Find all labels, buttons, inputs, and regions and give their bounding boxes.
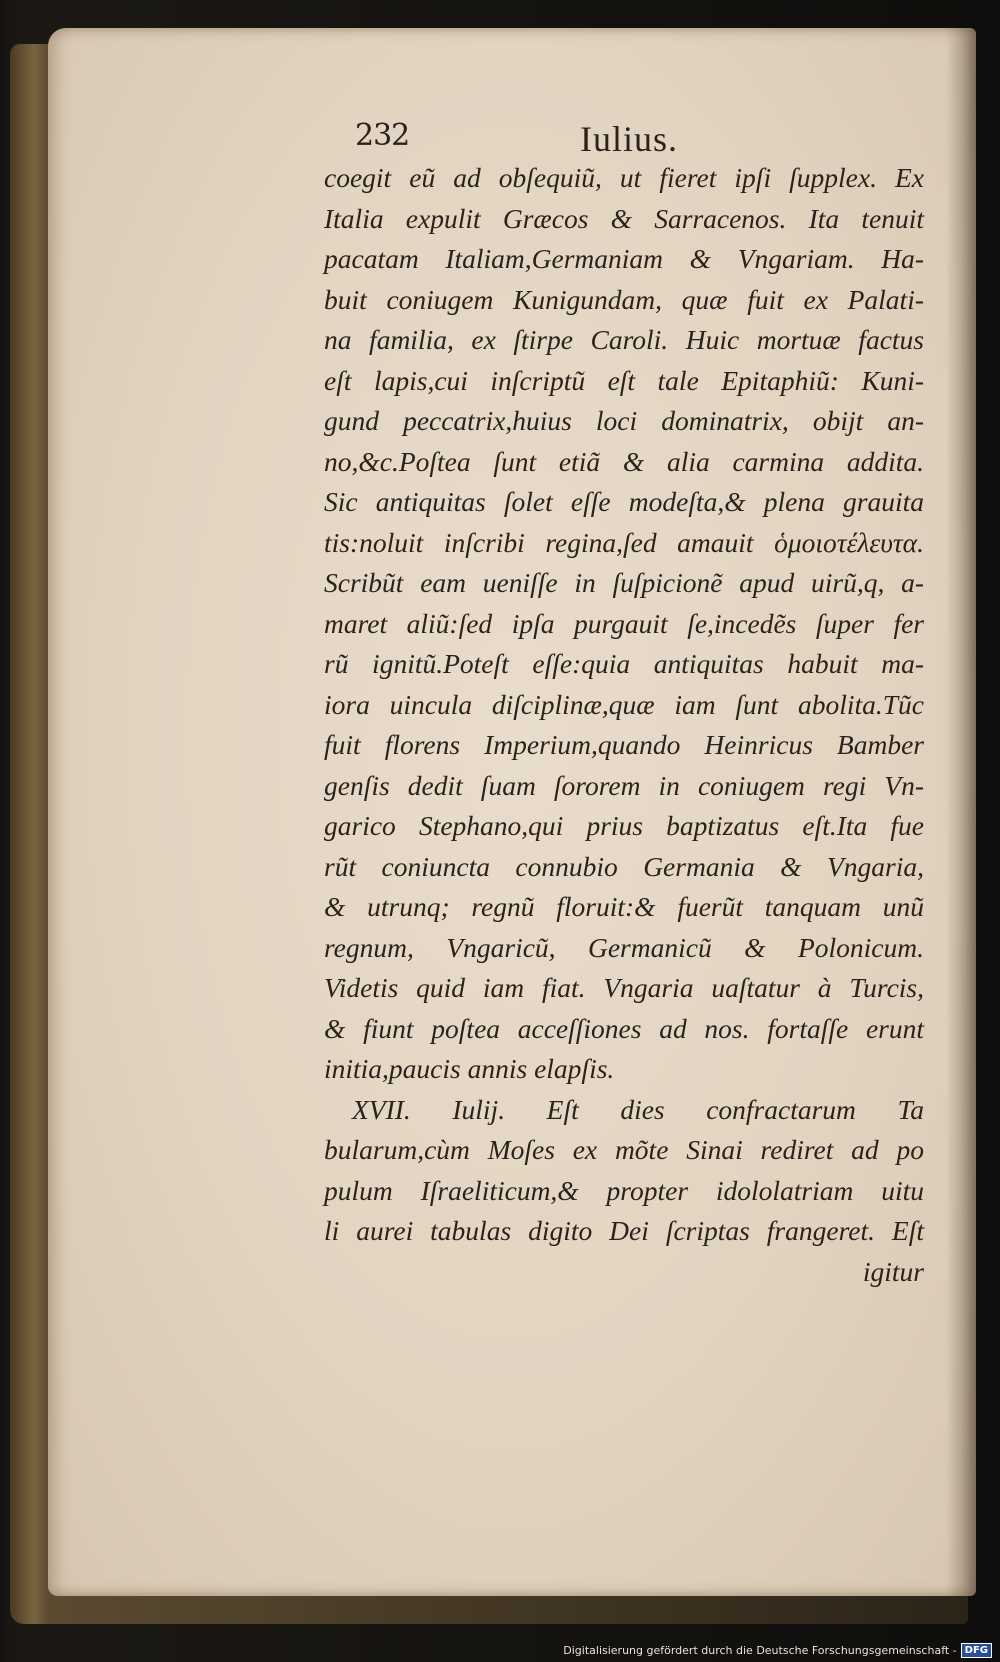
- text-line: buit coniugem Kunigundam, quæ fuit ex Palati-: [324, 283, 924, 315]
- page-number: 232: [355, 118, 410, 153]
- body-text: [324, 158, 954, 1292]
- text-line: li aurei tabulas digito Dei ſcriptas frangeret. Eſt: [324, 1215, 924, 1246]
- text-line: & utrunq; regnũ floruit:& fuerũt tanquam unũ: [324, 891, 924, 922]
- dfg-logo: DFG: [961, 1643, 992, 1658]
- text-line: Videtis quid iam fiat. Vngaria uaſtatur à Turcis,: [324, 972, 924, 1003]
- text-line: gund peccatrix,huius loci dominatrix, obijt an-: [324, 405, 924, 436]
- text-line: fuit florens Imperium,quando Heinricus Bamber: [324, 729, 924, 760]
- text-line: rũt coniuncta connubio Germania & Vngaria,: [324, 850, 924, 882]
- text-line: rũ ignitũ.Poteſt eſſe:quia antiquitas habuit ma-: [324, 648, 924, 679]
- text-line: initia,paucis annis elapſis.: [324, 1053, 615, 1084]
- text-line: regnum, Vngaricũ, Germanicũ & Polonicum.: [324, 931, 924, 963]
- text-line: maret aliũ:ſed ipſa purgauit ſe,incedẽs ſuper fer: [324, 607, 924, 639]
- text-line: Italia expulit Græcos & Sarracenos. Ita tenuit: [324, 202, 924, 234]
- digitization-credit: [563, 1643, 992, 1658]
- text-line: Scribũt eam ueniſſe in ſuſpicionẽ apud uirũ,q, a-: [324, 567, 924, 598]
- running-head: Iulius.: [580, 119, 679, 159]
- text-line-date-heading: XVII. Iulij. Eſt dies confractarum Ta: [352, 1093, 924, 1125]
- text-line: & fiunt poſtea acceſſiones ad nos. fortaſſe erunt: [324, 1012, 924, 1044]
- catchword: igitur: [862, 1255, 924, 1287]
- text-line: Sic antiquitas ſolet eſſe modeſta,& plena grauita: [324, 486, 924, 517]
- text-line: pulum Iſraeliticum,& propter idololatriam uitu: [324, 1174, 924, 1206]
- text-line: tis:noluit inſcribi regina,ſed amauit ὁμοιοτέλευτα.: [324, 526, 924, 558]
- text-line: na familia, ex ſtirpe Caroli. Huic mortuæ factus: [324, 324, 924, 355]
- text-line: coegit eũ ad obſequiũ, ut fieret ipſi ſupplex. Ex: [324, 162, 924, 193]
- text-line: no,&c.Poſtea ſunt etiã & alia carmina addita.: [324, 445, 924, 477]
- text-line: genſis dedit ſuam ſororem in coniugem regi Vn-: [324, 769, 924, 801]
- text-line: garico Stephano,qui prius baptizatus eſt.Ita fue: [324, 810, 924, 841]
- text-line: pacatam Italiam,Germaniam & Vngariam. Ha-: [324, 243, 924, 274]
- text-line: eſt lapis,cui inſcriptũ eſt tale Epitaphiũ: Kuni-: [324, 364, 924, 396]
- text-line: iora uincula diſciplinæ,quæ iam ſunt abolita.Tũc: [324, 688, 924, 720]
- credit-text: Digitalisierung gefördert durch die Deutsche Forschungsgemeinschaft -: [563, 1644, 957, 1657]
- text-line: bularum,cùm Moſes ex mõte Sinai rediret ad po: [324, 1134, 924, 1165]
